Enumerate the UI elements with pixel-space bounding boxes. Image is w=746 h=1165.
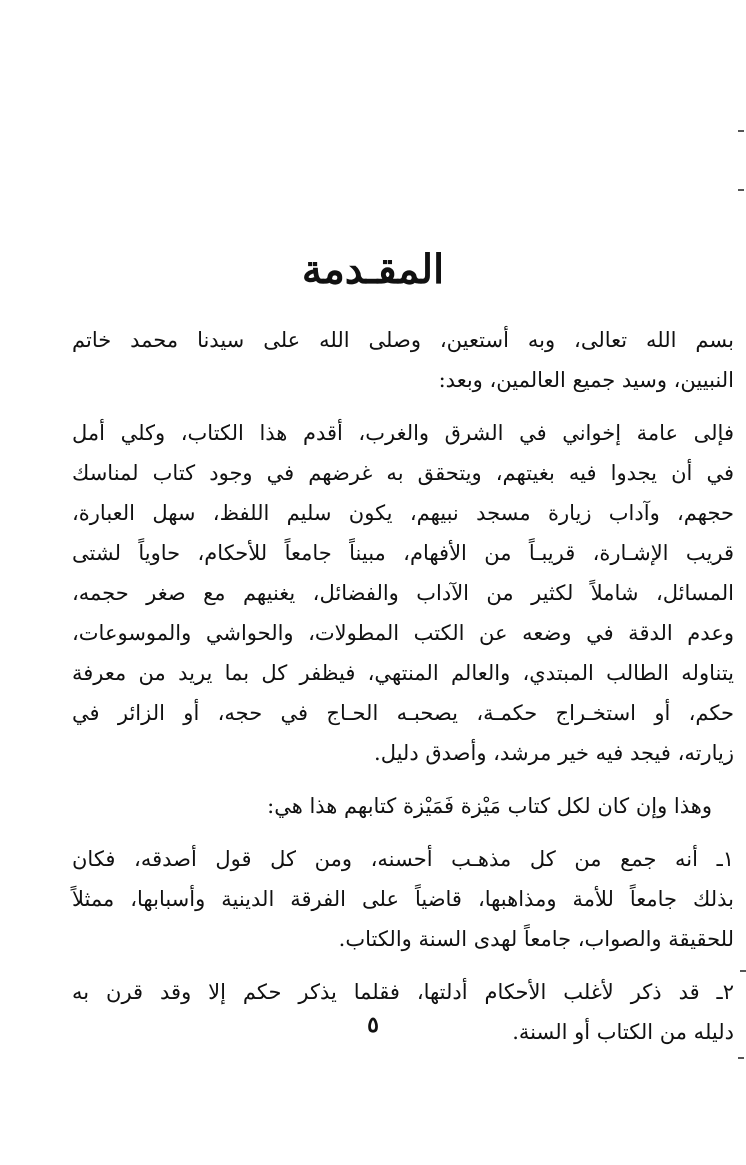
text-line: حكم، أو استخـراج حكمـة، يصحبـه الحـاج في حجه، أو الزائر في [72, 701, 734, 725]
paragraph-dedication [72, 413, 734, 773]
margin-mark [738, 189, 744, 191]
margin-mark [738, 130, 744, 132]
margin-mark [738, 1057, 744, 1059]
text-line: وهذا وإن كان لكل كتاب مَيْزة فَمَيْزة كتابهم هذا هي: [267, 794, 712, 818]
text-line: وعدم الدقة في وضعه عن الكتب المطولات، والحواشي والموسوعات، [72, 621, 734, 645]
paragraph-basmala [72, 320, 734, 400]
text-line: المسائل، شاملاً لكثير من الآداب والفضائل، يغنيهم مع صغر حجمه، [72, 581, 734, 605]
paragraph-features-intro [72, 786, 734, 826]
text-line: يتناوله الطالب المبتدي، والعالم المنتهي، فيظفر كل بما يريد من معرفة [72, 661, 734, 685]
text-line: بسم الله تعالى، وبه أستعين، وصلى الله على سيدنا محمد خاتم [72, 328, 734, 352]
text-line: زيارته، فيجد فيه خير مرشد، وأصدق دليل. [374, 741, 734, 765]
text-line: ١ـ أنه جمع من كل مذهـب أحسنه، ومن كل قول أصدقه، فكان [72, 847, 734, 871]
text-line: دليله من الكتاب أو السنة. [512, 1020, 734, 1044]
page-number: ٥ [367, 1012, 379, 1038]
paragraph-feature-1 [72, 839, 734, 959]
text-line: قريب الإشـارة، قريبـاً من الأفهام، مبيناً جامعاً للأحكام، حاوياً لشتى [72, 541, 734, 565]
margin-mark [740, 970, 746, 972]
text-line: النبيين، وسيد جميع العالمين، وبعد: [438, 368, 734, 392]
text-line: فإلى عامة إخواني في الشرق والغرب، أقدم هذا الكتاب، وكلي أمل [72, 421, 734, 445]
text-line: للحقيقة والصواب، جامعاً لهدى السنة والكتاب. [338, 927, 734, 951]
text-line: في أن يجدوا فيه بغيتهم، ويتحقق به غرضهم في وجود كتاب لمناسك [72, 461, 734, 485]
text-line: بذلك جامعاً للأمة ومذاهبها، قاضياً على الفرقة الدينية وأسبابها، ممثلاً [72, 887, 734, 911]
page-title: المقـدمة [301, 246, 445, 293]
text-line: حجهم، وآداب زيارة مسجد نبيهم، يكون سليم اللفظ، سهل العبارة، [72, 501, 734, 525]
text-line: ٢ـ قد ذكر لأغلب الأحكام أدلتها، فقلما يذكر حكم إلا وقد قرن به [72, 980, 734, 1004]
body-text [72, 320, 734, 1065]
